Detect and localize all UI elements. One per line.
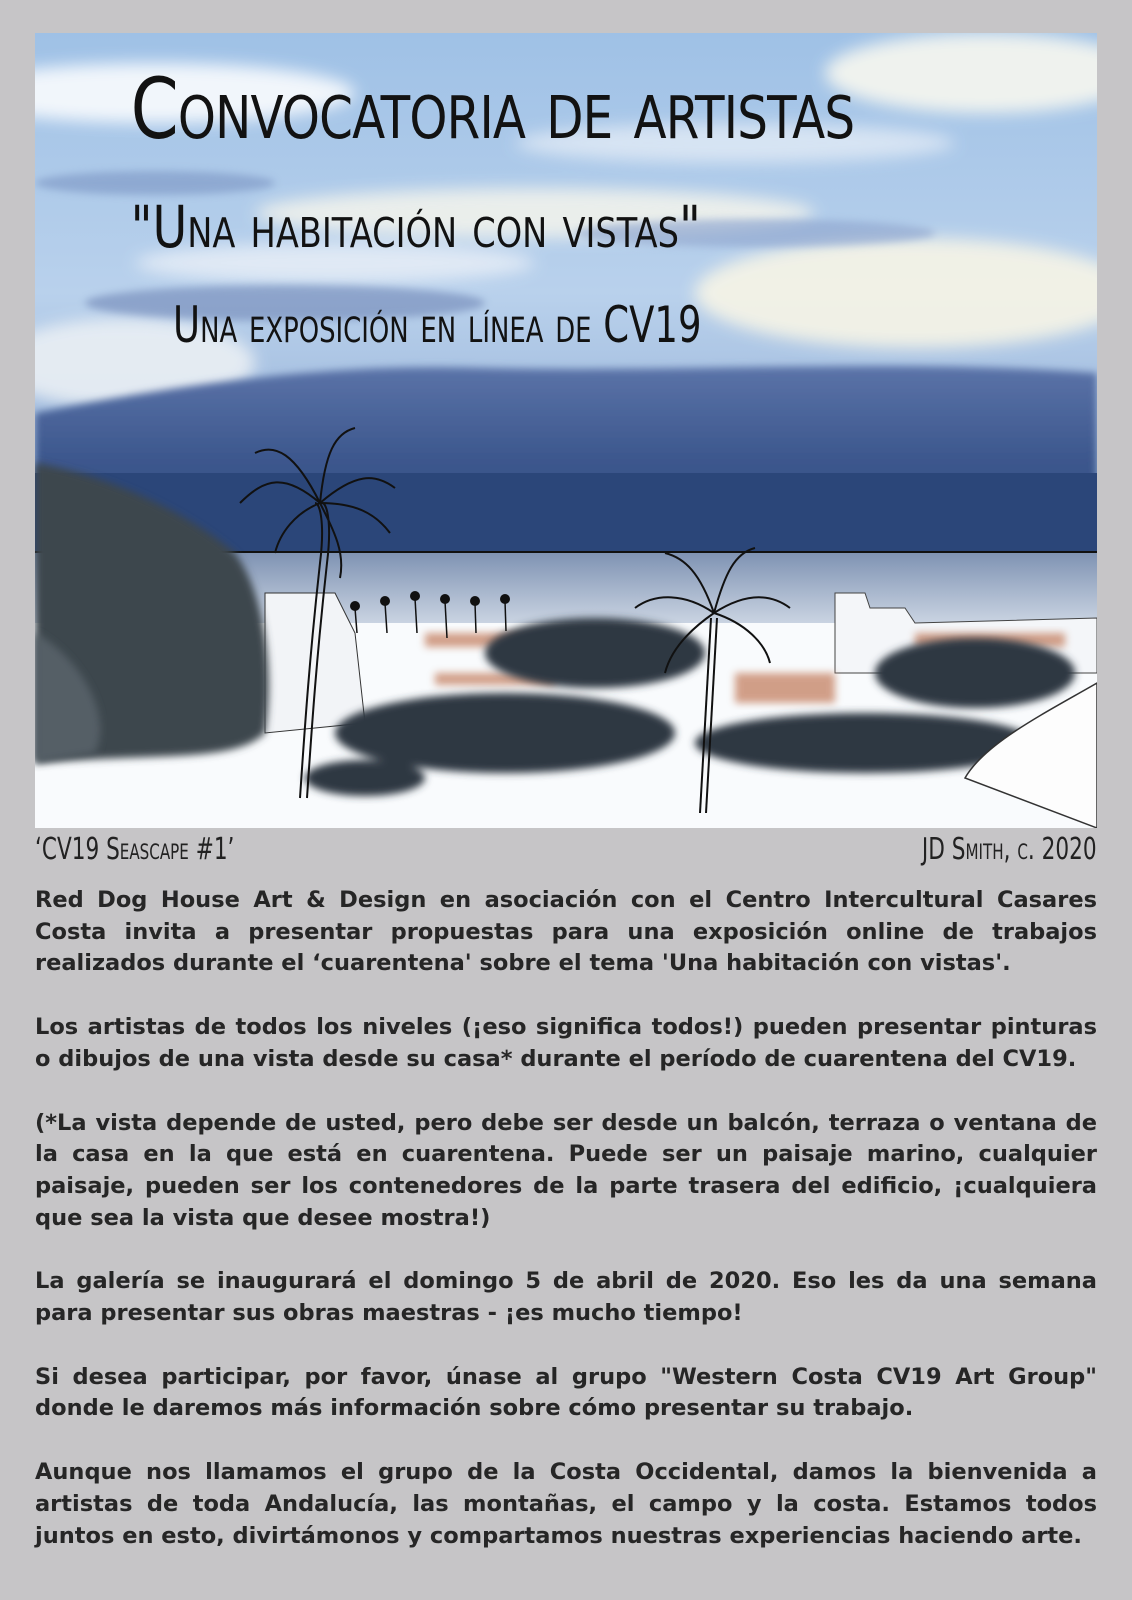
poster-subtitle: "Una habitación con vistas" <box>130 193 701 261</box>
poster-tagline: Una exposición en línea de CV19 <box>173 296 702 354</box>
paragraph-join-group: Si desea participar, por favor, únase al grupo "Western Costa CV19 Art Group" donde le daremos más información sobre cómo presentar su trabajo. <box>35 1363 1097 1422</box>
poster-title: Convocatoria de artistas <box>130 60 855 158</box>
paragraph-intro: Red Dog House Art & Design en asociación con el Centro Intercultural Casares Costa invita a presentar propuestas para una exposición online de trabajos realizados durante el ‘cuarentena' sobre el tema 'Una habitación con vistas'. <box>35 887 1097 977</box>
seascape-painting <box>35 33 1097 828</box>
paragraph-welcome: Aunque nos llamamos el grupo de la Costa Occidental, damos la bienvenida a artistas de toda Andalucía, las montañas, el campo y la costa. Estamos todos juntos en esto, divirtámonos y compartamos nuestras experiencias haciendo arte. <box>35 1459 1097 1549</box>
artwork-name: ‘CV19 Seascape #1’ <box>35 832 235 867</box>
paragraph-eligibility: Los artistas de todos los niveles (¡eso significa todos!) pueden presentar pinturas o dibujos de una vista desde su casa* durante el período de cuarentena del CV19. <box>35 1014 1097 1072</box>
paragraph-view-note: (*La vista depende de usted, pero debe ser desde un balcón, terraza o ventana de la casa en la que está en cuarentena. Puede ser un paisaje marino, cualquier paisaje, pueden ser los contenedores de la parte trasera del edificio, ¡cualquiera que sea la vista que desee mostra!) <box>35 1109 1097 1231</box>
paragraph-opening-date: La galería se inaugurará el domingo 5 de abril de 2020. Eso les da una semana para presentar sus obras maestras - ¡es mucho tiempo! <box>35 1268 1097 1327</box>
call-description <box>35 885 1097 1584</box>
artwork-credit: JD Smith, c. 2020 <box>922 832 1097 867</box>
